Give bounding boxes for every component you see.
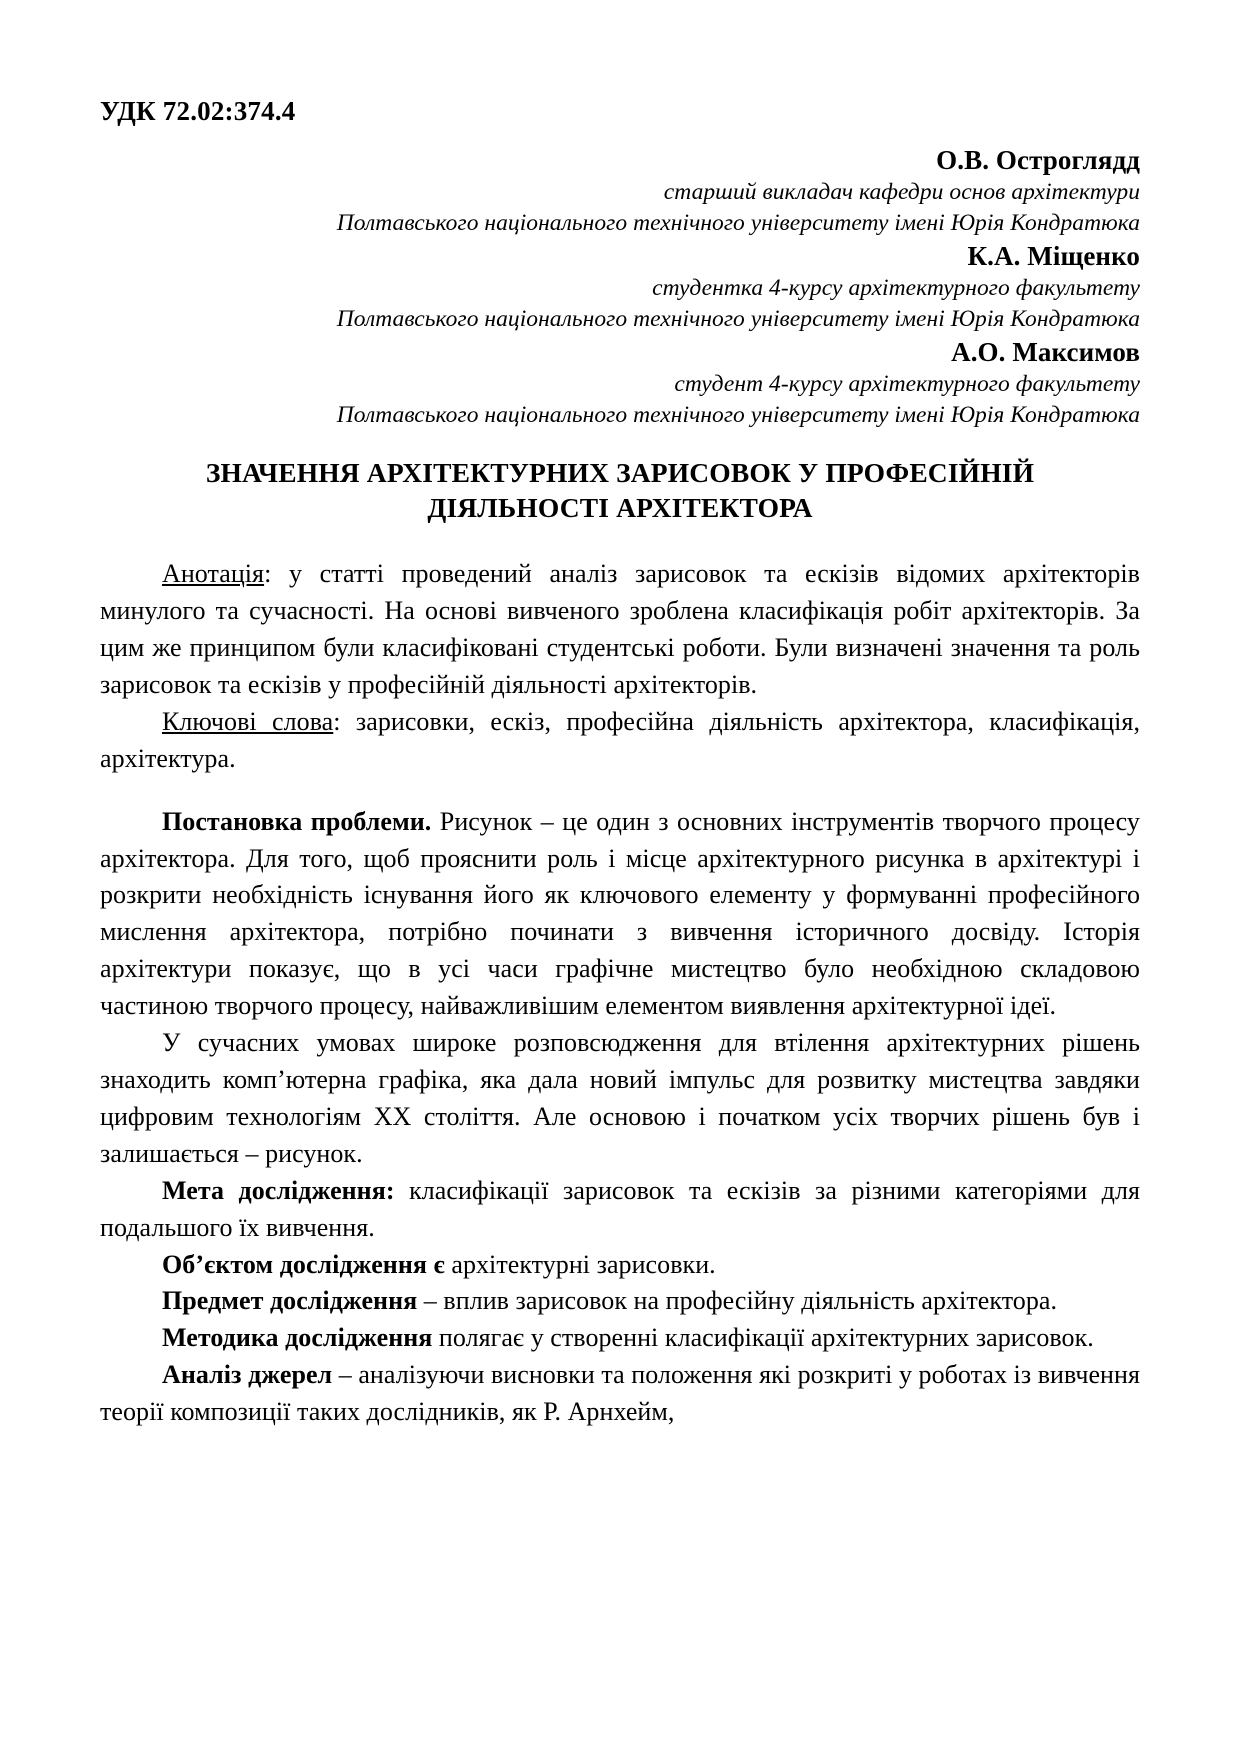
author-affiliation: Полтавського національного технічного університету імені Юрія Кондратюка	[336, 305, 1140, 332]
abstract-separator: :	[264, 559, 289, 589]
section-text: полягає у створенні класифікації архітектурних зарисовок.	[432, 1323, 1094, 1353]
section-paragraph-method	[100, 1320, 1140, 1357]
section-text: Рисунок – це один з основних інструментів творчого процесу архітектора. Для того, щоб прояснити роль і місце архітектурного рисунка в архітектурі і розкрити необхідність існування його як ключового елементу у формуванні професійного мислення архітектора, потрібно починати з вивчення історичного досвіду. Історія архітектури показує, що в усі часи графічне мистецтво було необхідною складовою частиною творчого процесу, найважливішим елементом виявлення архітектурної ідеї.	[100, 806, 1140, 1021]
section-paragraph-modern	[100, 1025, 1140, 1173]
section-lead: Предмет дослідження	[162, 1286, 418, 1316]
section-lead: Об’єктом дослідження є	[162, 1249, 445, 1279]
abstract-text: у статті проведений аналіз зарисовок та ескізів відомих архітекторів минулого та сучасності. На основі вивченого зроблена класифікація робіт архітекторів. За цим же принципом були класифіковані студентські роботи. Були визначені значення та роль зарисовок та ескізів у професійній діяльності архітекторів.	[100, 559, 1140, 699]
author-block	[100, 143, 1140, 430]
section-lead: Постановка проблеми.	[162, 806, 432, 836]
section-paragraph-sources	[100, 1357, 1140, 1431]
section-lead: Мета дослідження:	[162, 1175, 395, 1205]
section-text: – вплив зарисовок на професійну діяльність архітектора.	[417, 1286, 1058, 1316]
section-text: класифікації зарисовок та ескізів за різними категоріями для подальшого їх вивчення.	[100, 1175, 1140, 1242]
article-body	[100, 556, 1140, 1431]
section-lead: Аналіз джерел	[162, 1360, 333, 1390]
udc-code: УДК 72.02:374.4	[100, 96, 296, 126]
author-entry	[100, 335, 1140, 430]
author-role: студентка 4-курсу архітектурного факультету	[652, 275, 1140, 302]
author-entry	[100, 143, 1140, 238]
section-paragraph-problem	[100, 804, 1140, 1025]
author-affiliation: Полтавського національного технічного університету імені Юрія Кондратюка	[336, 401, 1140, 428]
section-text: архітектурні зарисовки.	[444, 1249, 716, 1279]
abstract-label: Анотація	[162, 559, 265, 589]
author-name: А.О. Максимов	[951, 337, 1140, 368]
keywords-label: Ключові слова	[162, 706, 334, 736]
keywords-separator: :	[333, 706, 356, 736]
section-lead: Методика дослідження	[162, 1323, 433, 1353]
section-paragraph-goal	[100, 1173, 1140, 1247]
section-text: У сучасних умовах широке розповсюдження для втілення архітектурних рішень знаходить комп’ютерна графіка, яка дала новий імпульс для розвитку мистецтва завдяки цифровим технологіям XX століття. Але основою і початком усіх творчих рішень був і залишається – рисунок.	[100, 1028, 1140, 1168]
abstract-paragraph	[100, 556, 1140, 704]
section-paragraph-subject	[100, 1283, 1140, 1320]
section-text: – аналізуючи висновки та положення які розкриті у роботах із вивчення теорії композиції таких дослідників, як Р. Арнхейм,	[100, 1360, 1140, 1427]
section-gap	[100, 778, 1140, 804]
author-name: О.В. Остроглядд	[936, 145, 1140, 176]
article-title-line-2: ДІЯЛЬНОСТІ АРХІТЕКТОРА	[427, 492, 813, 524]
keywords-paragraph	[100, 704, 1140, 778]
keywords-text: зарисовки, ескіз, професійна діяльність архітектора, класифікація, архітектура.	[100, 706, 1140, 773]
article-title-line-1: ЗНАЧЕННЯ АРХІТЕКТУРНИХ ЗАРИСОВОК У ПРОФЕСІЙНІЙ	[205, 457, 1035, 489]
section-paragraph-object	[100, 1247, 1140, 1284]
article-title	[100, 456, 1140, 526]
author-role: старший викладач кафедри основ архітектури	[663, 179, 1140, 206]
author-name: К.А. Міщенко	[967, 241, 1140, 272]
author-entry	[100, 239, 1140, 334]
author-affiliation: Полтавського національного технічного університету імені Юрія Кондратюка	[336, 209, 1140, 236]
author-role: студент 4-курсу архітектурного факультету	[674, 371, 1140, 398]
